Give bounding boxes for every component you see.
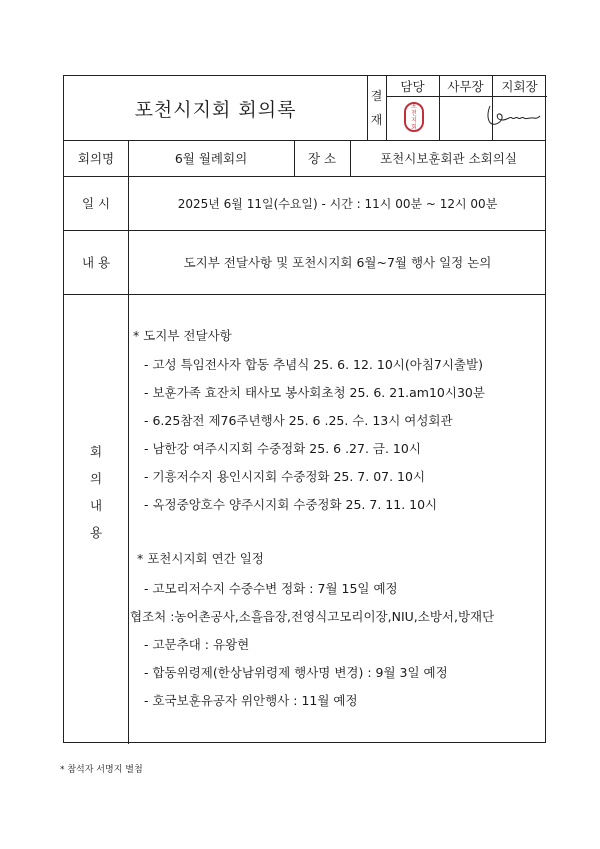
meeting-name-label: 회의명 — [77, 151, 115, 166]
list-item: - 고문추대 : 유왕현 — [144, 637, 250, 652]
meeting-content-value: 도지부 전달사항 및 포천시지회 6월~7월 행사 일정 논의 — [183, 255, 492, 270]
list-item: - 고모리저수지 수중수변 정화 : 7월 15일 예정 — [144, 581, 398, 596]
minutes-label-char: 회 — [89, 444, 103, 459]
document-title: 포천시지회 회의록 — [134, 98, 297, 121]
minutes-label-char: 의 — [89, 471, 103, 486]
minutes-form — [63, 75, 546, 743]
section-title: * 도지부 전달사항 — [133, 328, 232, 343]
divider — [64, 294, 545, 295]
footnote: * 참석자 서명지 별첨 — [60, 765, 143, 775]
meeting-date-label: 일 시 — [81, 196, 111, 211]
approval-label-char: 결 — [370, 89, 383, 103]
list-item: - 고성 특임전사자 합동 추념식 25. 6. 12. 10시(아침7시출발) — [144, 357, 483, 372]
list-item: - 합동위령제(한상남위령제 행사명 변경) : 9월 3일 예정 — [144, 665, 448, 680]
meeting-place-value: 포천시보훈회관 소회의실 — [380, 151, 517, 166]
approval-label-char: 재 — [370, 113, 383, 127]
minutes-label-char: 내 — [89, 498, 103, 513]
meeting-name-value: 6월 월례회의 — [174, 151, 248, 166]
meeting-date-value: 2025년 6월 11일(수요일) - 시간 : 11시 00분 ~ 12시 00분 — [177, 196, 498, 211]
minutes-label — [64, 438, 128, 546]
cooperation-line: 협조처 :농어촌공사,소흘읍장,전영식고모리이장,NIU,소방서,방재단 — [130, 609, 495, 624]
section-title: * 포천시지회 연간 일정 — [137, 551, 264, 566]
list-item: - 남한강 여주시지회 수중정화 25. 6 .27. 금. 10시 — [144, 441, 421, 456]
approval-label — [367, 76, 386, 140]
meeting-place-label: 장 소 — [307, 151, 337, 166]
list-item: - 호국보훈유공자 위안행사 : 11월 예정 — [144, 693, 358, 708]
meeting-content-label: 내 용 — [81, 255, 111, 270]
approval-col-chief: 지회장 — [501, 79, 538, 94]
list-item: - 옥정중앙호수 양주시지회 수중정화 25. 7. 11. 10시 — [144, 497, 438, 512]
approval-col-secretary: 사무장 — [447, 79, 484, 94]
seal-stamp-icon: 포 천 지 회 — [404, 102, 424, 132]
minutes-label-char: 용 — [89, 525, 103, 540]
list-item: - 기흥저수지 용인시지회 수중정화 25. 7. 07. 10시 — [144, 469, 426, 484]
approval-col-staff: 담당 — [400, 79, 425, 94]
divider — [386, 96, 547, 97]
list-item: - 보훈가족 효잔치 태사모 봉사회초청 25. 6. 21.am10시30분 — [144, 385, 485, 400]
signature-icon — [484, 104, 542, 130]
list-item: - 6.25참전 제76주년행사 25. 6 .25. 수. 13시 여성회관 — [144, 413, 453, 428]
